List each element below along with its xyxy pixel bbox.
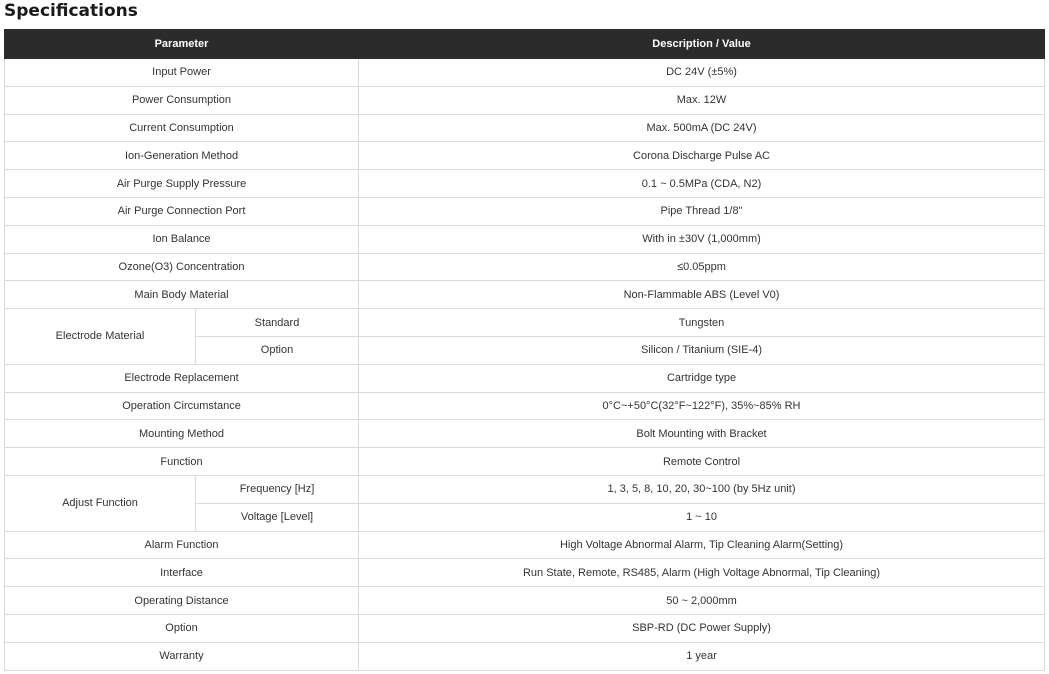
table-row [5, 392, 1045, 420]
table-row [5, 253, 1045, 281]
table-row [5, 309, 1045, 337]
table-row [5, 475, 1045, 503]
parameter-cell: Operation Circumstance [5, 392, 359, 420]
value-cell: 0°C~+50°C(32°F~122°F), 35%~85% RH [359, 392, 1045, 420]
parameter-cell: Interface [5, 559, 359, 587]
parameter-cell: Ion Balance [5, 225, 359, 253]
value-cell: Remote Control [359, 448, 1045, 476]
value-cell: Max. 12W [359, 86, 1045, 114]
table-row [5, 364, 1045, 392]
column-header-value: Description / Value [359, 30, 1045, 59]
table-row [5, 281, 1045, 309]
parameter-cell: Option [5, 614, 359, 642]
value-cell: Tungsten [359, 309, 1045, 337]
parameter-cell: Air Purge Connection Port [5, 197, 359, 225]
value-cell: 0.1 ~ 0.5MPa (CDA, N2) [359, 170, 1045, 198]
parameter-cell: Warranty [5, 642, 359, 670]
value-cell: SBP-RD (DC Power Supply) [359, 614, 1045, 642]
table-row [5, 170, 1045, 198]
parameter-cell: Electrode Replacement [5, 364, 359, 392]
parameter-cell: Air Purge Supply Pressure [5, 170, 359, 198]
parameter-cell: Input Power [5, 59, 359, 87]
table-row [5, 448, 1045, 476]
parameter-cell: Electrode Material [5, 309, 196, 365]
value-cell: Max. 500mA (DC 24V) [359, 114, 1045, 142]
table-row [5, 59, 1045, 87]
parameter-cell: Current Consumption [5, 114, 359, 142]
value-cell: 50 ~ 2,000mm [359, 587, 1045, 615]
parameter-cell: Power Consumption [5, 86, 359, 114]
column-header-parameter: Parameter [5, 30, 359, 59]
parameter-cell: Main Body Material [5, 281, 359, 309]
specifications-table [4, 29, 1045, 671]
table-row [5, 420, 1045, 448]
value-cell: Corona Discharge Pulse AC [359, 142, 1045, 170]
table-row [5, 614, 1045, 642]
value-cell: 1 ~ 10 [359, 503, 1045, 531]
parameter-cell: Ion-Generation Method [5, 142, 359, 170]
parameter-cell: Mounting Method [5, 420, 359, 448]
sub-parameter-cell: Option [196, 336, 359, 364]
parameter-cell: Ozone(O3) Concentration [5, 253, 359, 281]
value-cell: Pipe Thread 1/8" [359, 197, 1045, 225]
table-row [5, 559, 1045, 587]
sub-parameter-cell: Frequency [Hz] [196, 475, 359, 503]
value-cell: Run State, Remote, RS485, Alarm (High Voltage Abnormal, Tip Cleaning) [359, 559, 1045, 587]
value-cell: 1, 3, 5, 8, 10, 20, 30~100 (by 5Hz unit) [359, 475, 1045, 503]
value-cell: High Voltage Abnormal Alarm, Tip Cleaning Alarm(Setting) [359, 531, 1045, 559]
value-cell: With in ±30V (1,000mm) [359, 225, 1045, 253]
value-cell: 1 year [359, 642, 1045, 670]
table-row [5, 197, 1045, 225]
value-cell: DC 24V (±5%) [359, 59, 1045, 87]
value-cell: ≤0.05ppm [359, 253, 1045, 281]
table-row [5, 531, 1045, 559]
table-body [5, 59, 1045, 671]
value-cell: Silicon / Titanium (SIE-4) [359, 336, 1045, 364]
table-row [5, 142, 1045, 170]
value-cell: Bolt Mounting with Bracket [359, 420, 1045, 448]
table-row [5, 587, 1045, 615]
parameter-cell: Adjust Function [5, 475, 196, 531]
sub-parameter-cell: Voltage [Level] [196, 503, 359, 531]
table-row [5, 86, 1045, 114]
table-row [5, 642, 1045, 670]
sub-parameter-cell: Standard [196, 309, 359, 337]
table-row [5, 114, 1045, 142]
page-title: Specifications [4, 1, 138, 21]
parameter-cell: Operating Distance [5, 587, 359, 615]
value-cell: Cartridge type [359, 364, 1045, 392]
table-row [5, 225, 1045, 253]
parameter-cell: Function [5, 448, 359, 476]
parameter-cell: Alarm Function [5, 531, 359, 559]
table-header-row [5, 30, 1045, 59]
value-cell: Non-Flammable ABS (Level V0) [359, 281, 1045, 309]
